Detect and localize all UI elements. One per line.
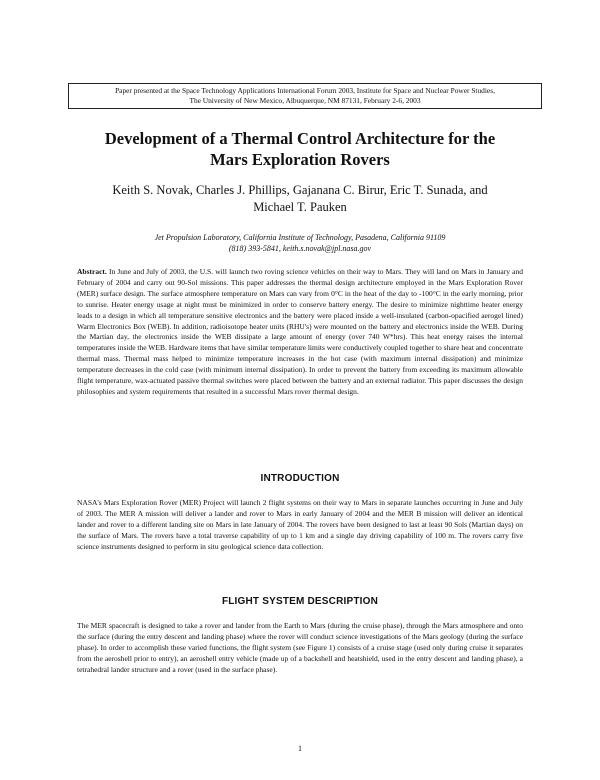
conference-notice-line-1: Paper presented at the Space Technology Applications International Forum 2003, Institute for Space and Nuclear Power Studies, (115, 86, 495, 95)
paper-title (60, 128, 540, 170)
paper-title-line-2: Mars Exploration Rovers (210, 150, 390, 169)
author-list-line-2: Michael T. Pauken (253, 200, 347, 214)
abstract-text: In June and July of 2003, the U.S. will launch two roving science vehicles on their way to Mars. They will land on Mars in January and February of 2004 and carry out 90-Sol missions. This paper addresses the thermal design architecture employed in the Mars Exploration Rover (MER) surface design. The surface atmosphere temperature on Mars can vary from 0°C in the heat of the day to -100°C in the early morning, prior to sunrise. Heater energy usage at night must be minimized in order to conserve battery energy. The desire to minimize nighttime heater energy leads to a design in which all temperature sensitive electronics and the battery were placed inside a well-insulated (carbon-opacified aerogel lined) Warm Electronics Box (WEB). In addition, radioisotope heater units (RHU's) were mounted on the battery and electronics inside the WEB. During the Martian day, the electronics inside the WEB dissipate a large amount of energy (over 740 W*hrs). This heat energy raises the internal temperatures inside the WEB. Hardware items that have similar temperature limits were conductively coupled together to share heat and concentrate thermal mass. Thermal mass helped to minimize temperature increases in the hot case (with maximum internal dissipation) and minimize temperature decreases in the cold case (with minimum internal dissipation). In order to prevent the battery from exceeding its maximum allowable flight temperature, wax-actuated passive thermal switches were placed between the battery and an external radiator. This paper discusses the design philosophies and system requirements that resulted in a successful Mars rover thermal design. (77, 267, 523, 396)
affiliation (60, 232, 540, 254)
page-number: 1 (298, 744, 302, 753)
conference-notice-line-2: The University of New Mexico, Albuquerque, NM 87131, February 2-6, 2003 (189, 96, 421, 105)
author-list-line-1: Keith S. Novak, Charles J. Phillips, Gajanana C. Birur, Eric T. Sunada, and (112, 183, 488, 197)
abstract (77, 267, 523, 398)
conference-notice-box (68, 83, 542, 109)
introduction-paragraph: NASA's Mars Exploration Rover (MER) Project will launch 2 flight systems on their way to Mars in separate launches occurring in June and July of 2003. The MER A mission will deliver a lander and rover to Mars in early January of 2004 and the MER B mission will deliver an identical lander and rover to a different landing site on Mars in late January of 2004. The rovers have been designed to last at least 90 Sols (Martian days) on the surface of Mars. The rovers have a total traverse capability of up to 1 km and a single day driving capability of 100 m. The rovers carry five science instruments designed to perform in situ geological science data collection. (77, 498, 523, 551)
author-list (60, 182, 540, 216)
paper-title-line-1: Development of a Thermal Control Architecture for the (104, 129, 496, 148)
abstract-label: Abstract. (77, 267, 107, 276)
flight-system-paragraph: The MER spacecraft is designed to take a rover and lander from the Earth to Mars (during the cruise phase), through the Mars atmosphere and onto the surface (during the entry descent and landing phase) where the rover will conduct science investigations of the Mars geology (during the surface phase). In order to accomplish these varied functions, the flight system (see Figure 1) consists of a cruise stage (used only during cruise it separates from the aeroshell prior to entry), an aeroshell entry vehicle (made up of a backshell and heatshield, used in the entry descent and landing phase), a tetrahedral lander structure and a rover (used in the surface phase). (77, 621, 523, 674)
affiliation-line-1: Jet Propulsion Laboratory, California Institute of Technology, Pasadena, California 91109 (154, 233, 446, 242)
flight-system-heading: FLIGHT SYSTEM DESCRIPTION (221, 596, 379, 607)
affiliation-contact: (818) 393-5841, keith.s.novak@jpl.nasa.gov (228, 244, 372, 253)
introduction-heading: INTRODUCTION (260, 473, 340, 484)
